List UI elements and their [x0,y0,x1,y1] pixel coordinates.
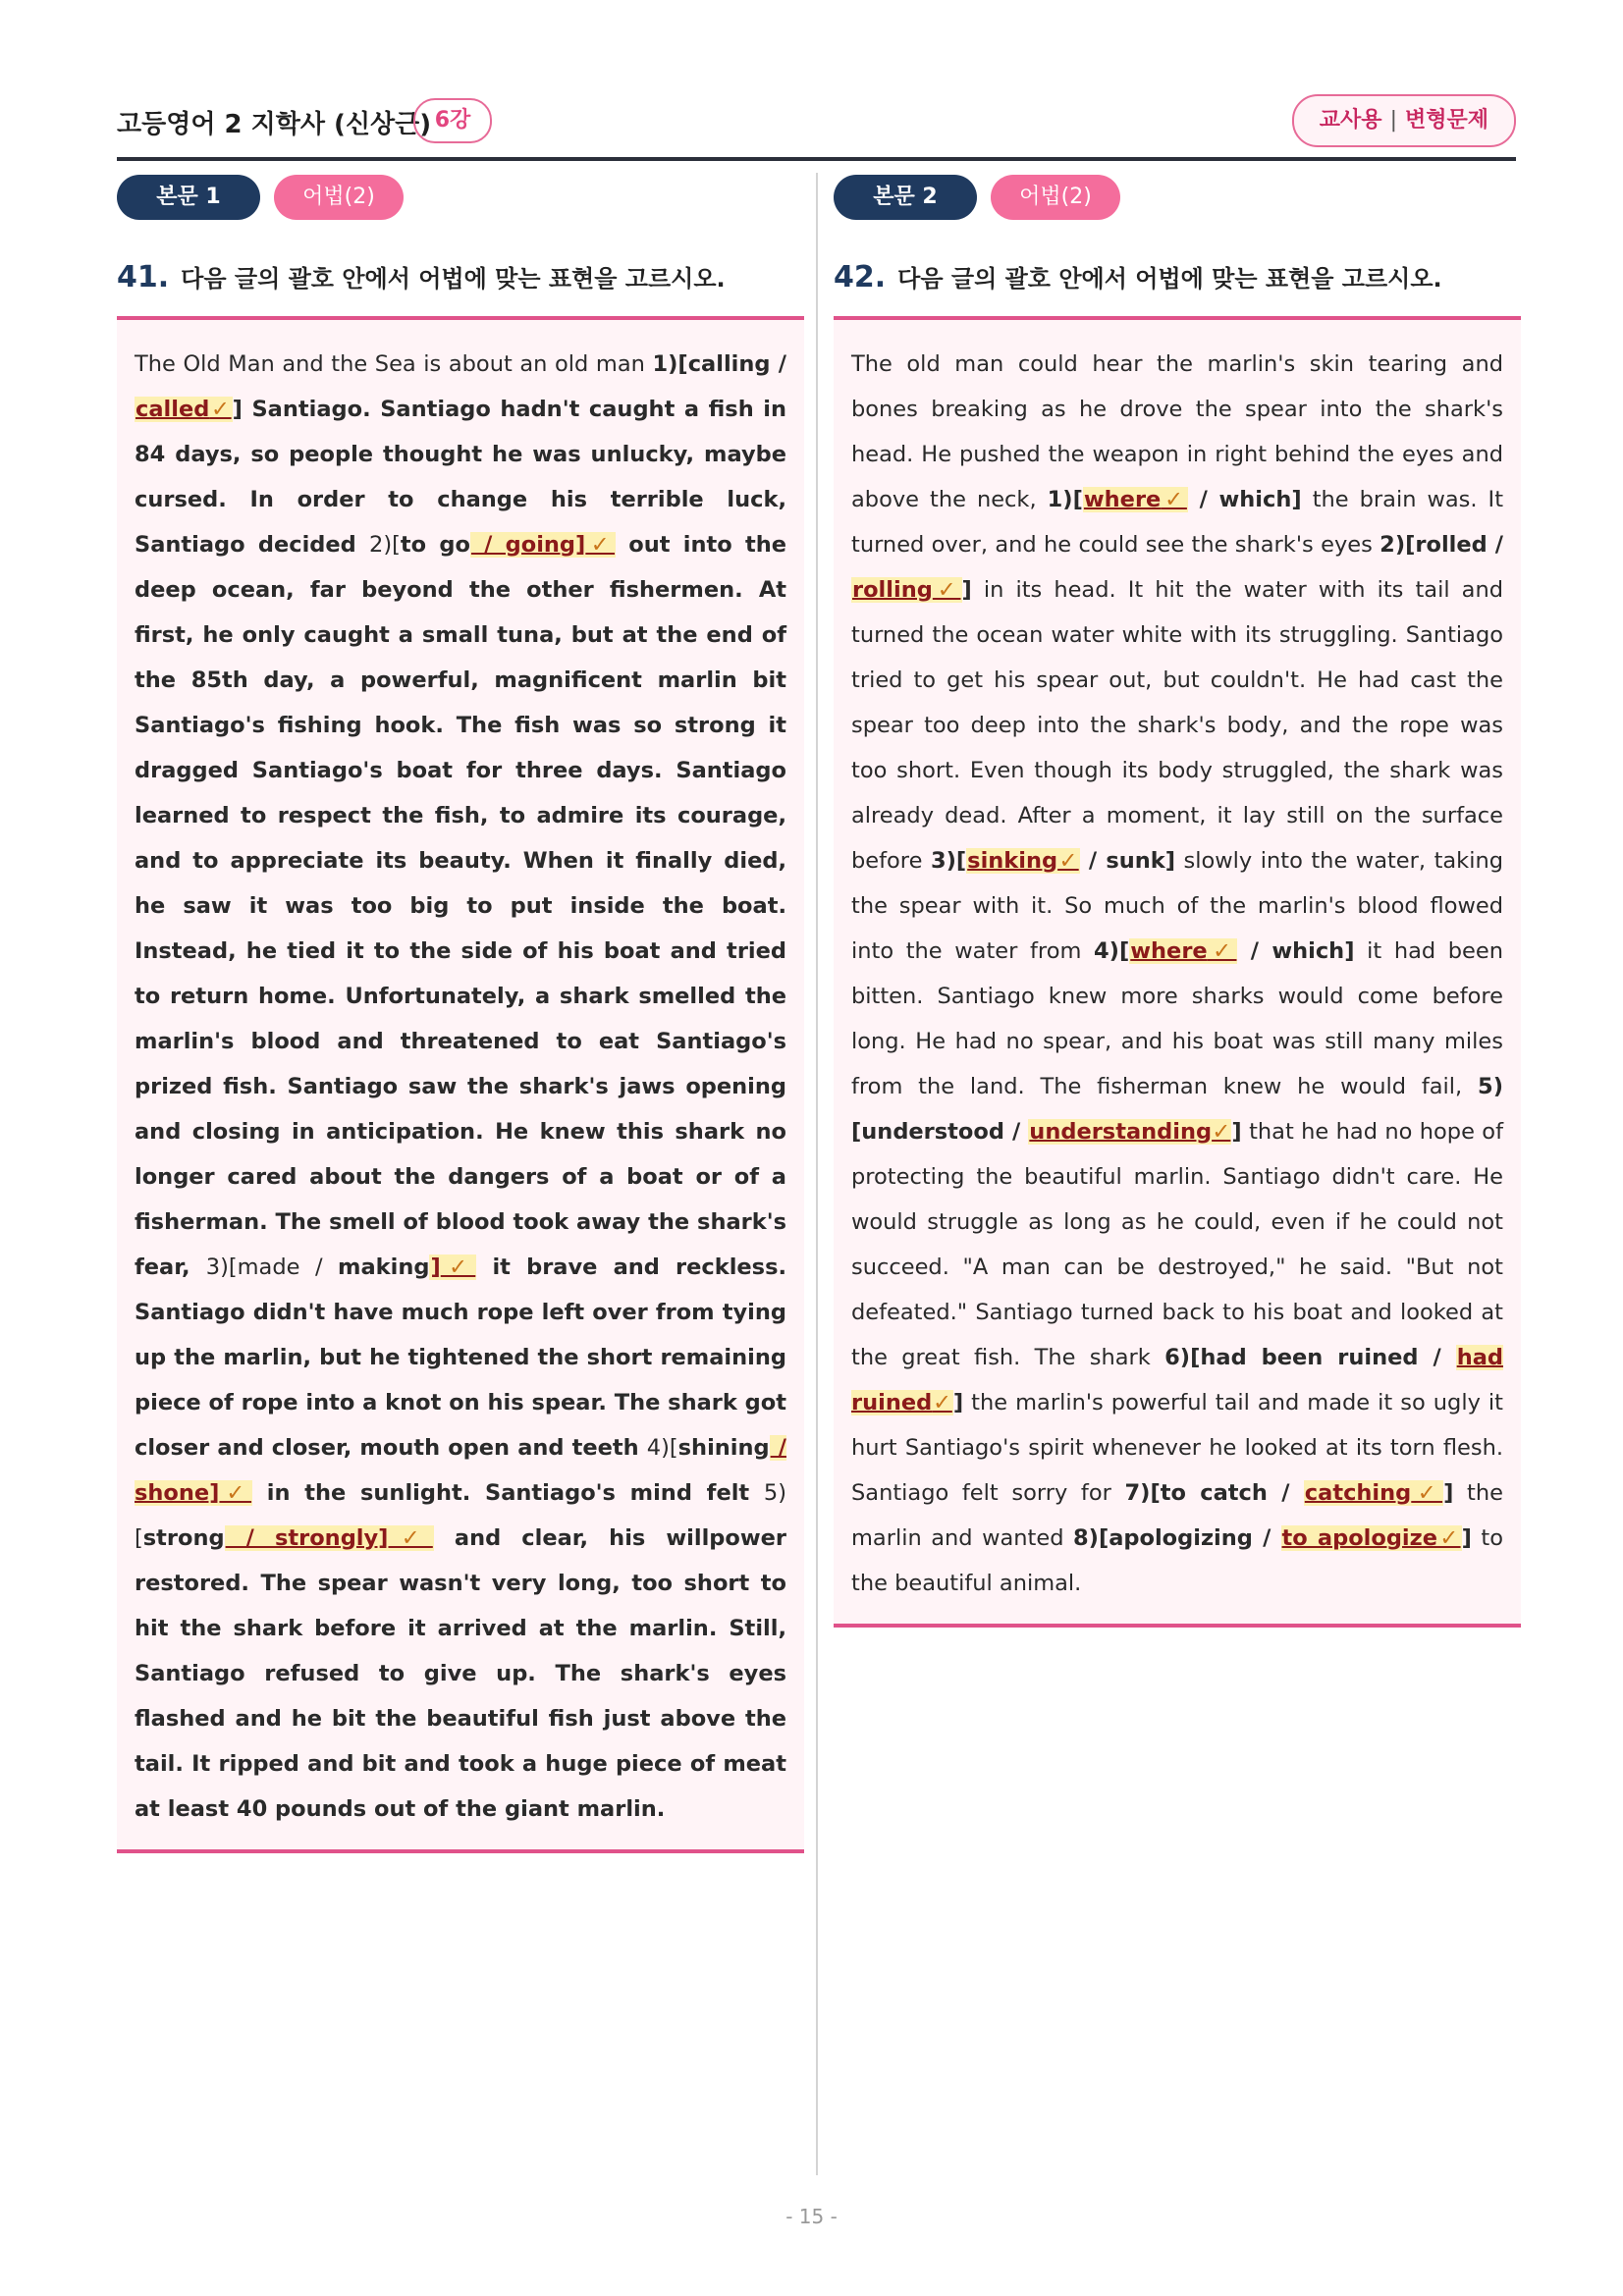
edition-label-variant: 변형문제 [1404,108,1488,133]
blank-marker: 1)[calling / [652,351,786,377]
blank-marker: / which] [1187,487,1302,512]
answer-highlight: had ruined✓ [851,1345,1503,1415]
document-title: 고등영어 2 지학사 (신상근) [117,110,432,139]
passage-tag: 본문 2 [834,175,977,220]
blank-marker: ] [1443,1480,1454,1506]
blank-marker: ] [1231,1119,1242,1145]
left-tag-row [117,173,804,222]
check-icon: ✓ [1161,487,1187,512]
answer-highlight: understanding✓ [1029,1119,1231,1145]
answer-highlight: / shone]✓ [135,1435,786,1506]
check-icon: ✓ [932,577,961,603]
blank-marker: ] [952,1390,964,1415]
column-divider [816,173,818,2175]
passage-tag: 본문 1 [117,175,260,220]
blank-marker: in the sunlight. Santiago's mind felt [252,1480,764,1506]
blank-marker: ] [961,577,972,603]
passage-text: 2)[ [369,532,401,558]
check-icon: ✓ [932,1390,952,1415]
passage-text: it had been bitten. Santiago knew more sharks would come before long. He had no spear, and his boat was still many miles from the land. The fisherman knew he would fail, [851,938,1503,1099]
blank-marker: 2)[rolled / [1380,532,1503,558]
blank-marker: 4)[ [1094,938,1130,964]
passage-text: the marlin and wanted [851,1480,1503,1551]
category-tag: 어법(2) [274,175,404,220]
blank-marker: to go [400,532,470,558]
passage-box [117,316,804,1853]
edition-label-teacher: 교사용 [1319,108,1382,133]
edition-separator: | [1389,108,1397,133]
answer-highlight: where✓ [1083,487,1187,512]
check-icon: ✓ [209,397,232,422]
check-icon: ✓ [388,1525,433,1551]
passage-box [834,316,1521,1628]
answer-highlight: called✓ [135,397,232,422]
answer-highlight: to apologize✓ [1281,1525,1461,1551]
passage-text: in its head. It hit the water with its tail and turned the ocean water white with its struggling. Santiago tried to get his spear out, but couldn't. He had cast the spear too deep into the shark's body, and the rope was too short. Even though its body struggled, the shark was already dead. After a moment, it lay still on the surface before [851,577,1503,874]
question-instruction: 다음 글의 괄호 안에서 어법에 맞는 표현을 고르시오. [181,265,726,293]
answer-highlight: rolling✓ [852,577,961,603]
blank-marker: 8)[apologizing / [1073,1525,1281,1551]
passage-text: to the beautiful animal. [851,1525,1504,1596]
blank-marker: 5)[understood / [851,1074,1503,1145]
passage-text: 4)[ [646,1435,678,1461]
passage-text: The Old Man and the Sea is about an old man [135,351,653,377]
blank-marker: making [338,1255,430,1280]
passage-text: the brain was. It turned over, and he could see the shark's eyes [851,487,1504,558]
blank-marker: out into the deep ocean, far beyond the other fishermen. At first, he only caught a small tuna, but at the end of the 85th day, a powerful, magnificent marlin bit Santiago's fishing hook. The fish was so strong it dragged Santiago's boat for three days. Santiago learned to respect the fish, to admire its courage, and to appreciate its beauty. When it finally died, he saw it was too big to put inside the boat. Instead, he tied it to the side of his boat and tried to return home. Unfortunately, a shark smelled the marlin's blood and threatened to eat Santiago's prized fish. Santiago saw the shark's jaws opening and closing in anticipation. He knew this shark no longer cared about the dangers of a boat or of a fisherman. The smell of blood took away the shark's fear, [135,532,786,1280]
check-icon: ✓ [1207,938,1237,964]
check-icon: ✓ [219,1480,252,1506]
right-column [834,173,1521,1596]
blank-marker: 7)[to catch / [1124,1480,1304,1506]
lesson-badge: 6강 [413,98,492,143]
page-number: - 15 - [785,2205,838,2228]
check-icon: ✓ [1411,1480,1443,1506]
passage-text: slowly into the water, taking the spear with it. So much of the marlin's blood flowed into the water from [851,848,1504,964]
blank-marker: 1)[ [1047,487,1083,512]
blank-marker: 6)[had been ruined / [1164,1345,1456,1370]
answer-highlight: ]✓ [430,1255,476,1280]
blank-marker: / sunk] [1079,848,1175,874]
answer-highlight: where✓ [1130,938,1237,964]
passage-text: The old man could hear the marlin's skin tearing and bones breaking as he drove the spear into the shark's head. He pushed the weapon in right behind the eyes and above the neck, [851,351,1503,512]
passage-text: that he had no hope of protecting the beautiful marlin. Santiago didn't care. He would struggle as long as he could, even if he could not succeed. "A man can be destroyed," he said. "But not defeated." Santiago turned back to his boat and looked at the great fish. The shark [851,1119,1503,1370]
answer-highlight: / strongly]✓ [225,1525,433,1551]
answer-highlight: catching✓ [1304,1480,1443,1506]
answer-highlight: sinking✓ [967,848,1079,874]
passage-text: the marlin's powerful tail and made it so ugly it hurt Santiago's spirit whenever he looked at its torn flesh. Santiago felt sorry for [851,1390,1503,1506]
check-icon: ✓ [585,532,616,558]
blank-marker: and clear, his willpower restored. The spear wasn't very long, too short to hit the shark before it arrived at the marlin. Still, Santiago refused to give up. The shark's eyes flashed and he bit the beautiful fish just above the tail. It ripped and bit and took a huge piece of meat at least 40 pounds out of the giant marlin. [135,1525,786,1822]
question-heading [117,259,804,294]
blank-marker: shining [677,1435,770,1461]
question-number: 41. [117,260,170,294]
check-icon: ✓ [1437,1525,1461,1551]
question-number: 42. [834,260,887,294]
left-column [117,173,804,1822]
passage-text: 5)[ [135,1480,786,1551]
passage-text: 3)[made / [205,1255,339,1280]
check-icon: ✓ [1212,1119,1231,1145]
check-icon: ✓ [440,1255,476,1280]
question-heading [834,259,1521,294]
right-tag-row [834,173,1521,222]
blank-marker: / which] [1237,938,1355,964]
check-icon: ✓ [1057,848,1079,874]
edition-badge [1292,94,1516,147]
blank-marker: ] Santiago. Santiago hadn't caught a fish in 84 days, so people thought he was unlucky, maybe cursed. In order to change his terrible luck, Santiago decided [135,397,786,558]
question-instruction: 다음 글의 괄호 안에서 어법에 맞는 표현을 고르시오. [897,265,1442,293]
page-header [117,94,1516,161]
blank-marker: ] [1461,1525,1472,1551]
category-tag: 어법(2) [991,175,1120,220]
blank-marker: strong [142,1525,225,1551]
answer-highlight: / going]✓ [470,532,616,558]
blank-marker: it brave and reckless. Santiago didn't have much rope left over from tying up the marlin, but he tightened the short remaining piece of rope into a knot on his spear. The shark got closer and closer, mouth open and teeth [135,1255,787,1461]
blank-marker: 3)[ [930,848,967,874]
